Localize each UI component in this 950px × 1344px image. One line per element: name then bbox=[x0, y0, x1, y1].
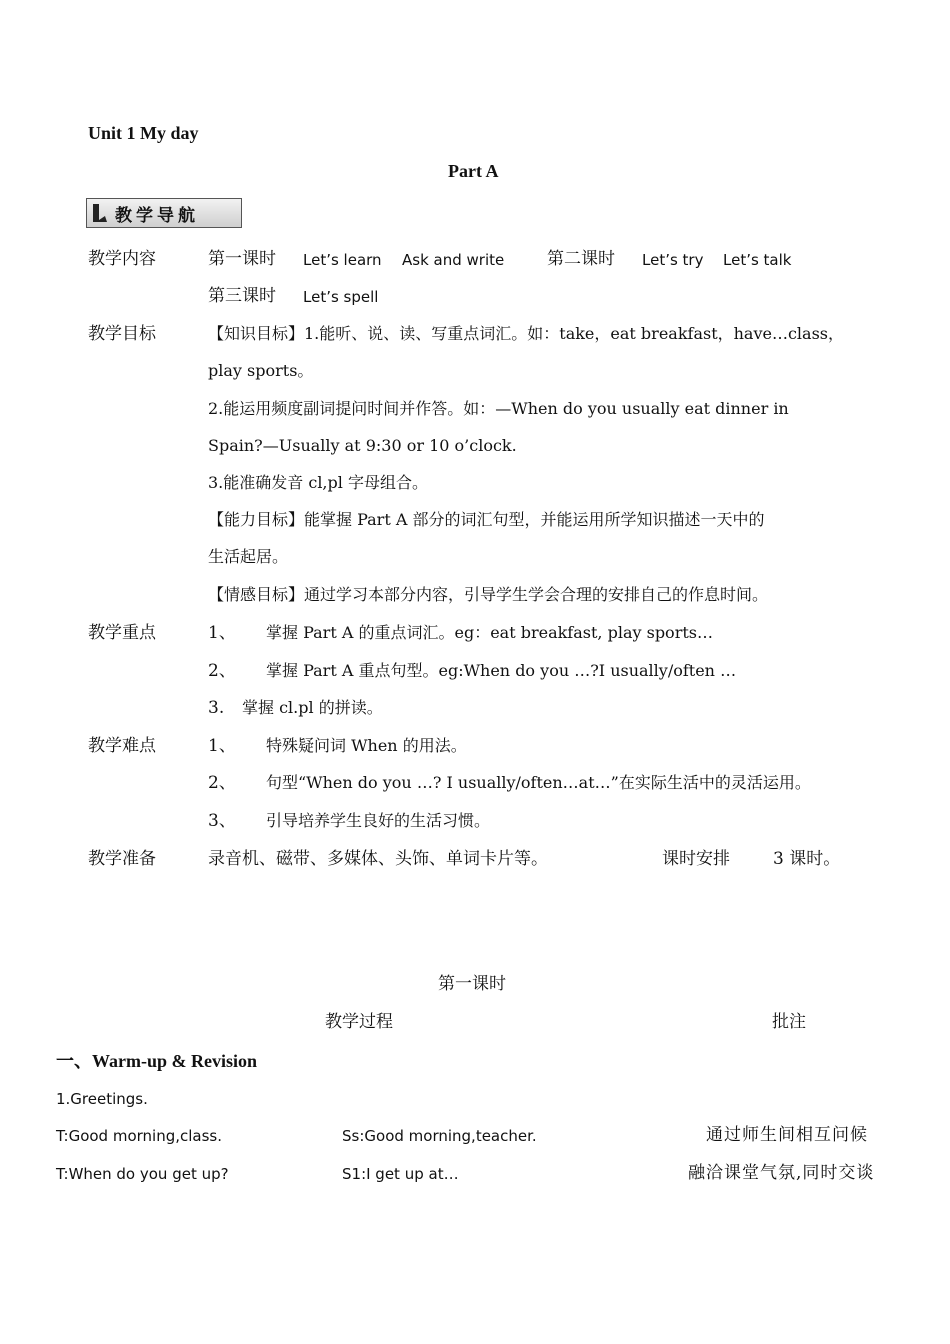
dialog-note: 融洽课堂气氛,同时交谈 bbox=[688, 1163, 875, 1183]
section-warmup: 一、Warm-up & Revision bbox=[56, 1051, 258, 1071]
key-point-num: 3. bbox=[208, 698, 225, 718]
lesson3-label: 第三课时 bbox=[208, 286, 276, 306]
step-greetings: 1.Greetings. bbox=[56, 1090, 148, 1108]
difficulty-text: 特殊疑问词 When 的用法。 bbox=[266, 736, 467, 755]
bookmark-icon bbox=[91, 202, 109, 224]
lets-talk: Let’s talk bbox=[723, 251, 792, 269]
lesson2-label: 第二课时 bbox=[547, 249, 615, 269]
lets-try: Let’s try bbox=[642, 251, 704, 269]
banner-text: 教学导航 bbox=[115, 205, 199, 226]
objective-line: 【知识目标】1.能听、说、读、写重点词汇。如：take，eat breakfast，have…class， bbox=[208, 324, 845, 343]
key-point-num: 2、 bbox=[208, 661, 236, 681]
unit-title: Unit 1 My day bbox=[88, 123, 199, 143]
key-point-text: 掌握 Part A 的重点词汇。eg：eat breakfast, play sports… bbox=[266, 623, 713, 642]
schedule-label: 课时安排 bbox=[662, 849, 730, 869]
key-point-num: 1、 bbox=[208, 623, 236, 643]
lets-learn: Let’s learn bbox=[303, 251, 382, 269]
teaching-guide-banner bbox=[86, 198, 242, 228]
objective-line: 2.能运用频度副词提问时间并作答。如：—When do you usually eat dinner in bbox=[208, 399, 789, 418]
objectives-label: 教学目标 bbox=[88, 324, 156, 344]
lesson1-title: 第一课时 bbox=[438, 974, 506, 994]
difficulty-num: 1、 bbox=[208, 736, 236, 756]
dialog-note: 通过师生间相互问候 bbox=[706, 1125, 868, 1145]
objective-line: 【能力目标】能掌握 Part A 部分的词汇句型，并能运用所学知识描述一天中的 bbox=[208, 510, 765, 529]
objective-line: 3.能准确发音 cl,pl 字母组合。 bbox=[208, 473, 428, 492]
key-point-text: 掌握 Part A 重点句型。eg:When do you …?I usually/often … bbox=[266, 661, 737, 680]
part-title: Part A bbox=[448, 161, 499, 181]
objective-line: play sports。 bbox=[208, 361, 314, 380]
schedule-value: 3 课时。 bbox=[773, 849, 841, 869]
objective-line: Spain?—Usually at 9:30 or 10 o’clock. bbox=[208, 436, 517, 455]
preparation-text: 录音机、磁带、多媒体、头饰、单词卡片等。 bbox=[208, 849, 548, 869]
notes-header: 批注 bbox=[772, 1012, 806, 1032]
dialog-student: S1:I get up at… bbox=[342, 1165, 459, 1183]
dialog-student: Ss:Good morning,teacher. bbox=[342, 1127, 537, 1145]
content-label: 教学内容 bbox=[88, 249, 156, 269]
key-point-text: 掌握 cl.pl 的拼读。 bbox=[242, 698, 383, 717]
dialog-teacher: T:Good morning,class. bbox=[56, 1127, 223, 1145]
difficulty-num: 2、 bbox=[208, 773, 236, 793]
key-points-label: 教学重点 bbox=[88, 623, 156, 643]
difficulty-text: 句型“When do you …? I usually/often…at…”在实际生活中的灵活运用。 bbox=[266, 773, 811, 792]
lesson1-label: 第一课时 bbox=[208, 249, 276, 269]
difficulty-text: 引导培养学生良好的生活习惯。 bbox=[266, 811, 491, 830]
dialog-teacher: T:When do you get up? bbox=[56, 1165, 229, 1183]
difficulties-label: 教学难点 bbox=[88, 736, 156, 756]
objective-line: 生活起居。 bbox=[208, 547, 289, 566]
lets-spell: Let’s spell bbox=[303, 288, 379, 306]
ask-and-write: Ask and write bbox=[402, 251, 505, 269]
difficulty-num: 3、 bbox=[208, 811, 236, 831]
process-header: 教学过程 bbox=[325, 1012, 393, 1032]
preparation-label: 教学准备 bbox=[88, 849, 156, 869]
objective-line: 【情感目标】通过学习本部分内容，引导学生学会合理的安排自己的作息时间。 bbox=[208, 585, 769, 604]
